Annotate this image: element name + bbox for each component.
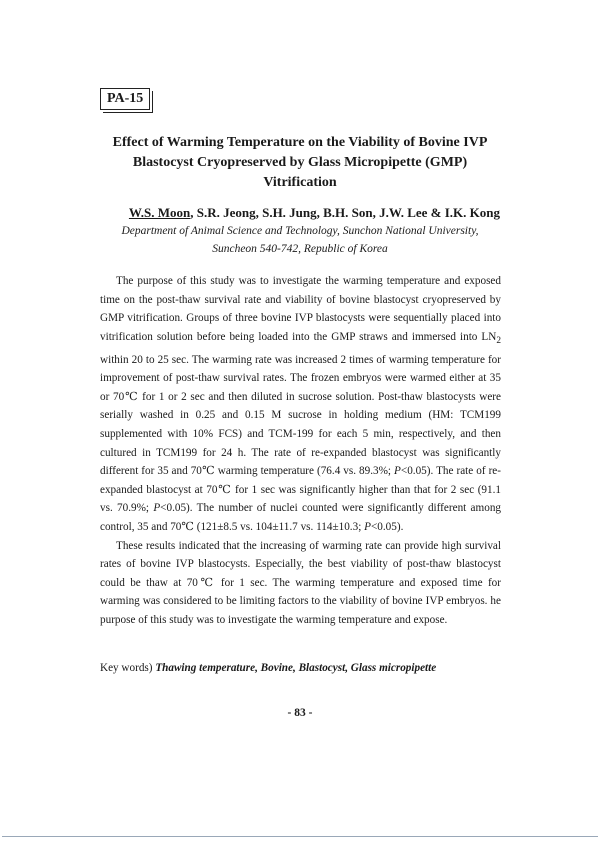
presenting-author: W.S. Moon — [128, 205, 191, 220]
title-line-1: Effect of Warming Temperature on the Viability of Bovine IVP — [112, 135, 488, 150]
abstract-paragraph-2: These results indicated that the increasing of warming rate can provide high survival rates of bovine IVP blastocysts. Especially, the best viability of post-thaw blastocyst could be thaw at 70℃ for 1 sec. The warming temperature and exposed time for warming was considered to be limiting factors to the viability of bovine IVP embryos. he purpose of this study was to investigate the warming temperature and expose. — [100, 539, 501, 626]
p-value-symbol: P — [394, 465, 401, 478]
abstract-paragraph-1 — [100, 272, 501, 537]
abstract-text: within 20 to 25 sec. The warming rate was increased 2 times of warming temperature for improvement of post-thaw survival rates. The frozen embryos were warmed either at 35 or 70℃ for 1 or 2 sec and then diluted in sucrose solution. Post-thaw blastocysts were serially washed in 0.25 and 0.15 M sucrose in holding medium (HM: TCM199 supplemented with 10% FCS) and TCM-199 for each 5 min, respectively, and then cultured in TCM199 for 24 h. The rate of re-expanded blastocyst was significantly different for 35 and 70℃ warming temperature (76.4 vs. 89.3%; — [100, 353, 501, 478]
co-authors: , S.R. Jeong, S.H. Jung, B.H. Son, J.W. Lee & I.K. Kong — [190, 205, 500, 220]
abstract-text: <0.05). The rate of re-expanded blastocyst at 70℃ for 1 sec was significantly higher than that for 2 sec (91.1 vs. 70.9%; — [100, 465, 501, 515]
p-value-symbol: P — [364, 520, 371, 533]
bottom-divider — [2, 836, 598, 837]
title-line-2: Blastocyst Cryopreserved by Glass Micropipette (GMP) — [132, 155, 468, 170]
affiliation-line-2: Suncheon 540-742, Republic of Korea — [212, 243, 388, 255]
keywords — [100, 659, 520, 677]
abstract-code: PA-15 — [107, 91, 144, 106]
abstract-code-box — [100, 88, 150, 110]
p-value-symbol: P — [153, 502, 161, 515]
page-number: - 83 - — [287, 707, 313, 719]
paper-title — [100, 133, 500, 193]
affiliation — [100, 222, 500, 258]
abstract-body — [100, 272, 501, 630]
affiliation-line-1: Department of Animal Science and Technology, Sunchon National University, — [121, 225, 479, 237]
abstract-text: <0.05). — [370, 520, 404, 533]
abstract-text: <0.05). The number of nuclei counted were significantly different among control, 35 and 70℃ (121±8.5 vs. 104±11.7 vs. 114±10.3; — [100, 502, 502, 533]
abstract-text: The purpose of this study was to investigate the warming temperature and exposed time on the post-thaw survival rate and viability of bovine blastocyst cryopreserved by GMP vitrification. Groups of three bovine IVP blastocysts were sequentially placed into vitrification solution before being loaded into the GMP straws and immersed into LN — [100, 275, 501, 343]
title-line-3: Vitrification — [263, 175, 337, 190]
author-list — [100, 203, 500, 223]
keywords-terms: Thawing temperature, Bovine, Blastocyst, Glass micropipette — [155, 662, 437, 674]
subscript: 2 — [496, 336, 501, 347]
keywords-label: Key words) — [100, 662, 156, 674]
